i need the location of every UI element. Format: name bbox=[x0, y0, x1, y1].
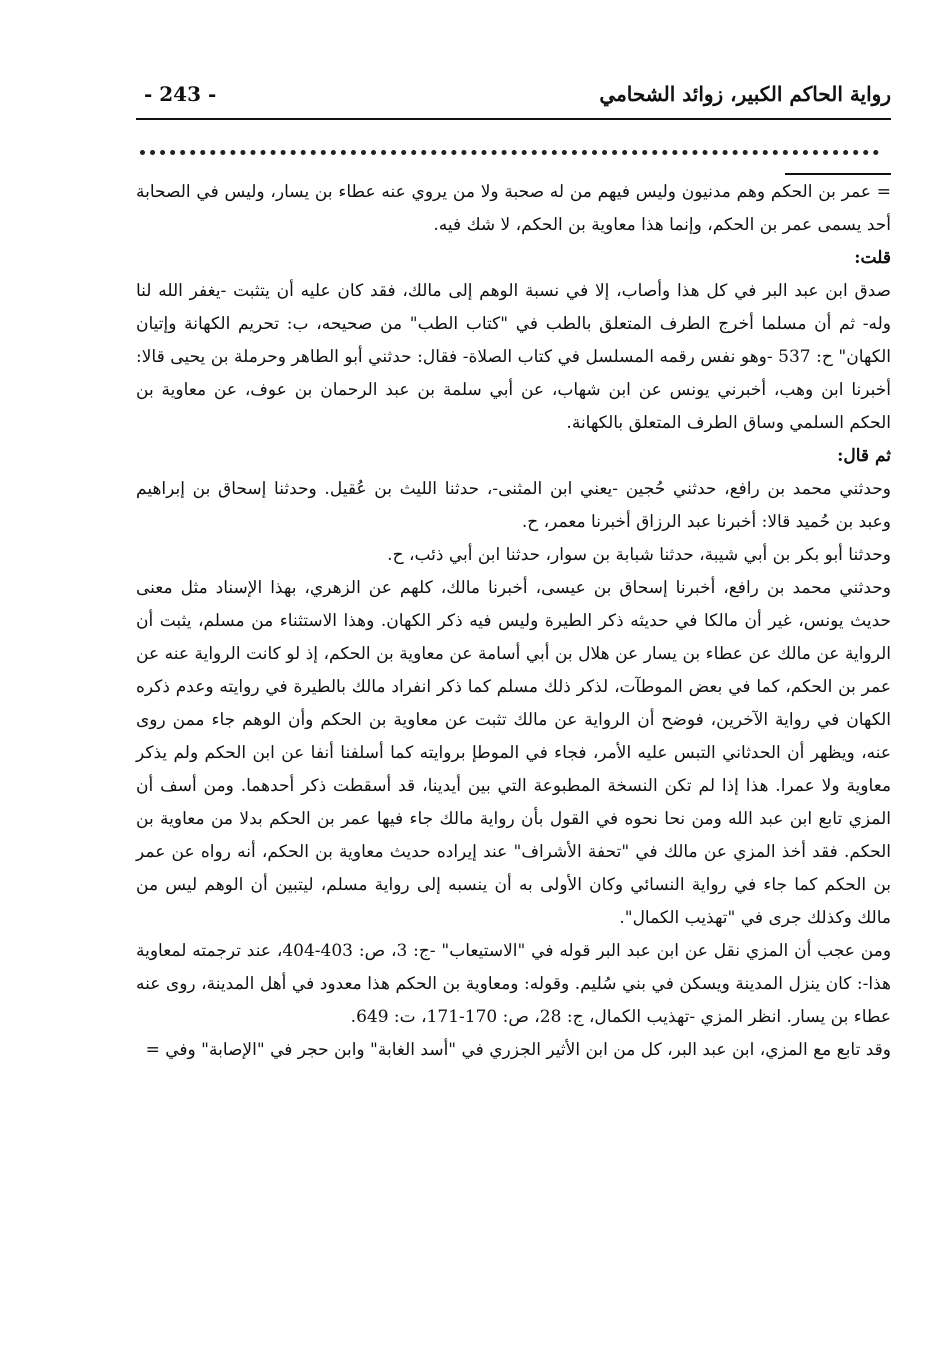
paragraph: صدق ابن عبد البر في كل هذا وأصاب، إلا في نسبة الوهم إلى مالك، فقد كان عليه أن يتثبت -يغفر الله لنا وله- ثم أن مسلما أخرج الطرف المتعلق بالطب في "كتاب الطب" من صحيحه، ب: تحريم الكهانة وإتيان الكهان" ح: 537 -وهو نفس رقمه المسلسل في كتاب الصلاة- فقال: حدثني أبو الطاهر وحرملة بن يحيى قالا: أخبرنا ابن وهب، أخبرني يونس عن ابن شهاب، عن أبي سلمة بن عبد الرحمان بن عوف، عن معاوية بن الحكم السلمي وساق الطرف المتعلق بالكهانة. bbox=[136, 281, 891, 433]
paragraph: = عمر بن الحكم وهم مدنيون وليس فيهم من له صحبة ولا من يروي عنه عطاء بن يسار، وليس في الصحابة أحد يسمى عمر بن الحكم، وإنما هذا معاوية بن الحكم، لا شك فيه. bbox=[136, 182, 891, 235]
footnote-rule bbox=[785, 173, 891, 175]
header-rule bbox=[136, 118, 891, 120]
section-label: قلت: bbox=[854, 248, 891, 268]
paragraph: وقد تابع مع المزي، ابن عبد البر، كل من ابن الأثير الجزري في "أسد الغابة" وابن حجر في "الإصابة" وفي = bbox=[145, 1040, 891, 1060]
paragraph: وحدثنا أبو بكر بن أبي شيبة، حدثنا شبابة بن سوار، حدثنا ابن أبي ذئب، ح. bbox=[387, 545, 891, 565]
paragraph: ومن عجب أن المزي نقل عن ابن عبد البر قوله في "الاستيعاب" -ج: 3، ص: 403-404، عند ترجمته لمعاوية هذا-: كان ينزل المدينة ويسكن في بني سُليم. وقوله: ومعاوية بن الحكم هذا معدود في أهل المدينة، روى عنه عطاء بن يسار. انظر المزي -تهذيب الكمال، ج: 28، ص: 170-171، ت: 649. bbox=[136, 941, 892, 1027]
body-text bbox=[136, 176, 891, 1067]
section-label: ثم قال: bbox=[837, 446, 891, 466]
page-header bbox=[136, 78, 891, 114]
dotted-separator bbox=[140, 150, 879, 161]
paragraph: وحدثني محمد بن رافع، أخبرنا إسحاق بن عيسى، أخبرنا مالك، كلهم عن الزهري، بهذا الإسناد مثل معنى حديث يونس، غير أن مالكا في حديثه ذكر الطيرة وليس فيه ذكر الكهان. وهذا الاستثناء من مسلم، يثبت أن الرواية عن مالك عن عطاء بن يسار عن هلال بن أبي أسامة عن معاوية بن الحكم، إذ لو كانت الرواية عنه عن عمر بن الحكم، كما في بعض الموطآت، لذكر ذلك مسلم كما ذكر انفراد مالك بالطيرة في روايته وعدم ذكره الكهان في رواية الآخرين، فوضح أن الرواية عن مالك تثبت عن معاوية بن الحكم وأن الوهم جاء ممن روى عنه، ويظهر أن الحدثاني التبس عليه الأمر، فجاء في الموطإ بروايته كما أسلفنا أنفا عن ابن الحكم ولم يذكر معاوية ولا عمرا. هذا إذا لم تكن النسخة المطبوعة التي بين أيدينا، قد أسقطت ذكر أحدهما. ومن أسف أن المزي تابع ابن عبد الله ومن نحا نحوه في القول بأن رواية مالك جاء فيها عمر بن الحكم بدلا من معاوية بن الحكم. فقد أخذ المزي عن مالك في "تحفة الأشراف" عند إيراده حديث معاوية بن الحكم، أنه رواه عن عمر بن الحكم كما جاء في رواية النسائي وكان الأولى به أن ينسبه إلى رواية مسلم، ليتبين أن الوهم ليس من مالك وكذلك جرى في "تهذيب الكمال". bbox=[136, 578, 891, 928]
page-number: - 243 - bbox=[144, 82, 217, 106]
paragraph: وحدثني محمد بن رافع، حدثني حُجين -يعني ابن المثنى-، حدثنا الليث بن عُقيل. وحدثنا إسحاق بن إبراهيم وعبد بن حُميد قالا: أخبرنا عبد الرزاق أخبرنا معمر، ح. bbox=[136, 479, 891, 532]
running-title: رواية الحاكم الكبير، زوائد الشحامي bbox=[599, 82, 891, 106]
